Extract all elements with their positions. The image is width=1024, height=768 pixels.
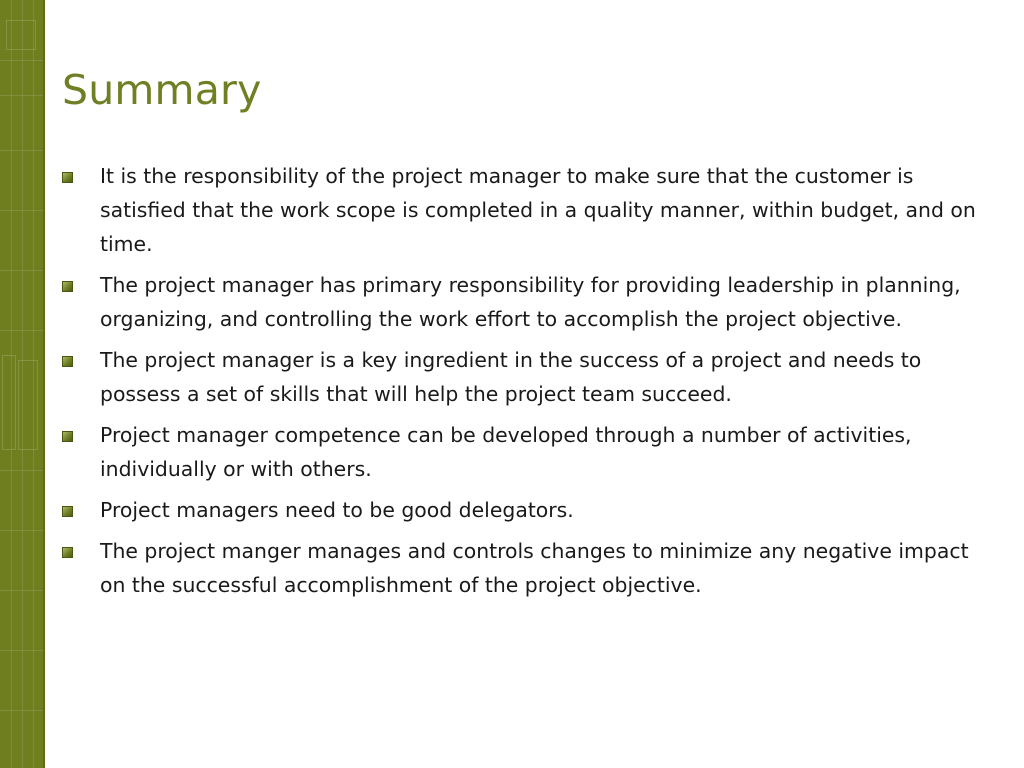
bullet-text: The project manager is a key ingredient in the success of a project and needs to possess a set of skills that will help the project team succeed. xyxy=(100,348,922,406)
bullet-text: The project manger manages and controls changes to minimize any negative impact on the successful accomplishment of the project objective. xyxy=(100,539,969,597)
bullet-item xyxy=(62,418,982,486)
sidebar-grid-line xyxy=(0,530,43,531)
square-bullet-icon xyxy=(62,172,73,183)
square-bullet-icon xyxy=(62,547,73,558)
bullet-item xyxy=(62,343,982,411)
square-bullet-icon xyxy=(62,506,73,517)
sidebar-box xyxy=(2,355,16,450)
sidebar-grid-line xyxy=(0,270,43,271)
square-bullet-icon xyxy=(62,356,73,367)
bullet-list xyxy=(62,159,982,609)
bullet-text: Project managers need to be good delegators. xyxy=(100,498,574,522)
sidebar-grid-line xyxy=(0,710,43,711)
bullet-item xyxy=(62,493,982,527)
sidebar-box xyxy=(18,360,38,450)
sidebar-edge xyxy=(43,0,45,768)
bullet-item xyxy=(62,534,982,602)
bullet-item xyxy=(62,159,982,261)
sidebar-grid-line xyxy=(0,470,43,471)
sidebar-box xyxy=(6,20,36,50)
bullet-item xyxy=(62,268,982,336)
sidebar-grid-line xyxy=(0,650,43,651)
sidebar-grid-line xyxy=(0,590,43,591)
sidebar-grid-line xyxy=(0,210,43,211)
sidebar-grid-line xyxy=(0,60,43,61)
sidebar-grid-line xyxy=(0,150,43,151)
bullet-text: Project manager competence can be developed through a number of activities, individually or with others. xyxy=(100,423,912,481)
square-bullet-icon xyxy=(62,431,73,442)
sidebar-grid-line xyxy=(0,95,43,96)
square-bullet-icon xyxy=(62,281,73,292)
bullet-text: The project manager has primary responsibility for providing leadership in planning, organizing, and controlling the work effort to accomplish the project objective. xyxy=(100,273,961,331)
bullet-text: It is the responsibility of the project manager to make sure that the customer is satisfied that the work scope is completed in a quality manner, within budget, and on time. xyxy=(100,164,976,256)
slide-title: Summary xyxy=(62,66,262,114)
decorative-sidebar xyxy=(0,0,43,768)
sidebar-grid-line xyxy=(0,330,43,331)
